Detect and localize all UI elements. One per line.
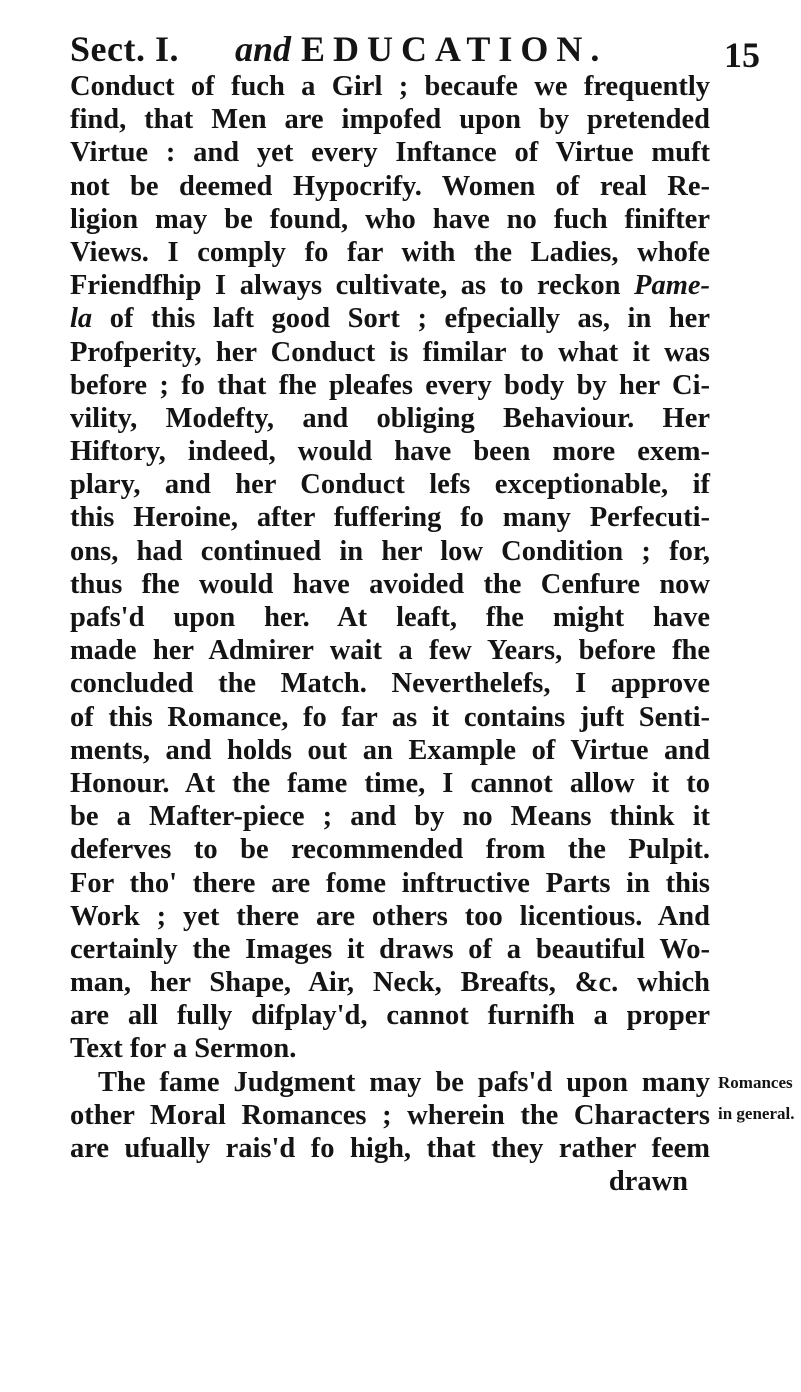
text-line: of this Romance, fo far as it contains juft Senti- — [70, 701, 710, 733]
text-line: other Moral Romances ; wherein the Characters — [70, 1099, 710, 1131]
section-label: Sect. I. — [70, 29, 179, 69]
text-line: plary, and her Conduct lefs exceptionable, if — [70, 469, 710, 501]
text-line-rest: of this laft good Sort ; efpecially as, in her — [109, 303, 710, 335]
text-line: Conduct of fuch a Girl ; becaufe we frequently — [70, 71, 710, 102]
text-line: Hiftory, indeed, would have been more exem- — [70, 436, 710, 468]
text-line: this Heroine, after fuffering fo many Perfecuti- — [70, 502, 710, 534]
text-line: ons, had continued in her low Condition ; for, — [70, 535, 710, 567]
text-line: are ufually rais'd fo high, that they rather feem — [70, 1133, 710, 1164]
page-number: 15 — [724, 35, 760, 75]
italic-name-part-1: Pame- — [634, 270, 710, 302]
paragraph-end-line: Text for a Sermon. — [70, 1033, 297, 1065]
text-line: are all fully difplay'd, cannot furnifh a proper — [70, 1000, 710, 1032]
text-line: concluded the Match. Neverthelefs, I approve — [70, 668, 710, 700]
text-line: deferves to be recommended from the Pulpit. — [70, 834, 710, 866]
text-line: not be deemed Hypocrify. Women of real Re- — [70, 170, 710, 202]
text-line: certainly the Images it draws of a beautiful Wo- — [70, 933, 710, 965]
text-line: Virtue : and yet every Inftance of Virtue muft — [70, 137, 710, 169]
text-line: Honour. At the fame time, I cannot allow it to — [70, 767, 710, 799]
running-title — [235, 28, 607, 70]
text-line: Profperity, her Conduct is fimilar to what it was — [70, 336, 710, 368]
catchword: drawn — [608, 1166, 688, 1198]
margin-note-line-2: in general. — [718, 1104, 795, 1123]
text-line: thus fhe would have avoided the Cenfure now — [70, 568, 710, 600]
text-line-with-italic — [70, 302, 710, 335]
text-line-start: Friendfhip I always cultivate, as to reckon — [70, 270, 621, 302]
text-line: For tho' there are fome inftructive Parts in this — [70, 867, 710, 899]
text-line: ments, and holds out an Example of Virtue and — [70, 734, 710, 766]
running-title-conjunction: and — [235, 29, 292, 69]
text-line: Views. I comply fo far with the Ladies, whofe — [70, 236, 710, 268]
running-head — [70, 18, 770, 75]
text-line-with-italic — [70, 269, 710, 302]
text-line: vility, Modefty, and obliging Behaviour. Her — [70, 402, 710, 434]
text-line: made her Admirer wait a few Years, before fhe — [70, 635, 710, 667]
margin-note-line-1: Romances — [718, 1073, 793, 1092]
text-line: pafs'd upon her. At leaft, fhe might have — [70, 602, 710, 633]
text-line: before ; fo that fhe pleafes every body by her Ci- — [70, 369, 710, 401]
text-line: find, that Men are impofed upon by pretended — [70, 104, 710, 136]
paragraph-start-line: The fame Judgment may be pafs'd upon many — [98, 1066, 710, 1098]
text-line: ligion may be found, who have no fuch finifter — [70, 203, 710, 235]
text-line: man, her Shape, Air, Neck, Breafts, &c. which — [70, 967, 710, 999]
text-line: Work ; yet there are others too licentious. And — [70, 900, 710, 932]
italic-name-part-2: la — [70, 303, 93, 335]
text-line: be a Mafter-piece ; and by no Means think it — [70, 801, 710, 833]
body-text — [70, 70, 710, 1198]
running-title-word: EDUCATION. — [301, 29, 608, 69]
